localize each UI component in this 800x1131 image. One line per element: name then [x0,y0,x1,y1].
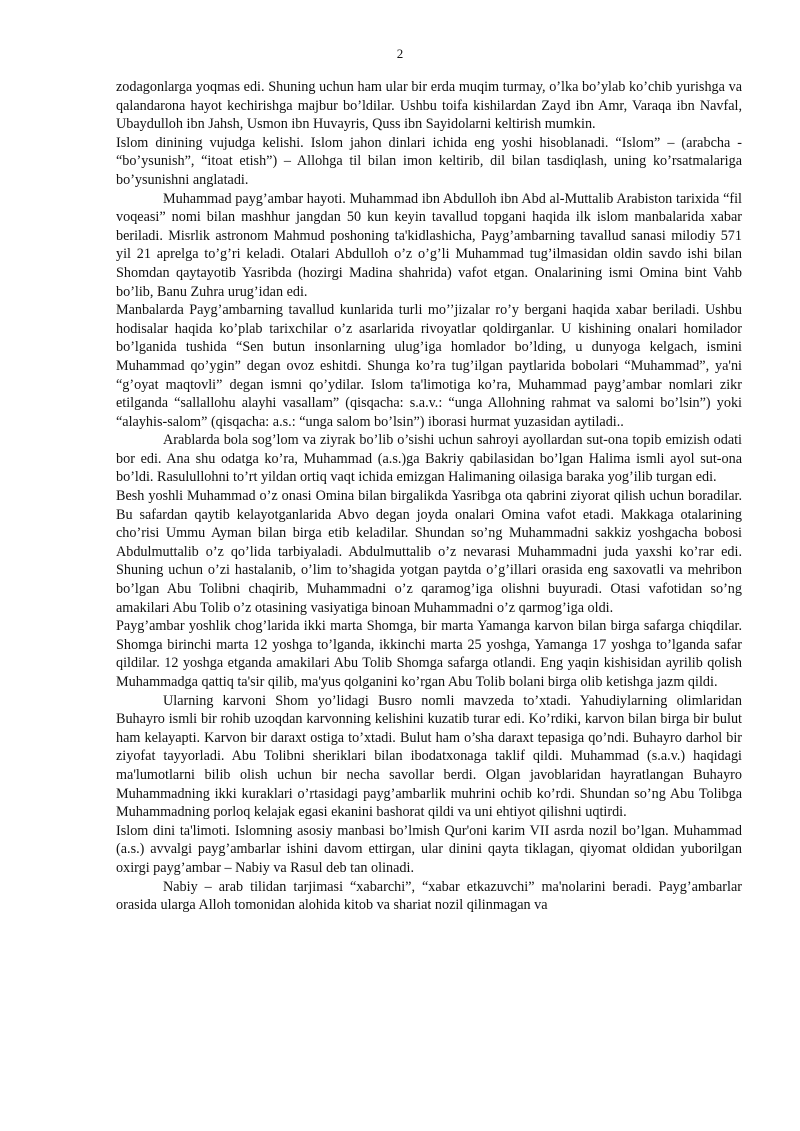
page-number: 2 [396,46,404,61]
paragraph: Nabiy – arab tilidan tarjimasi “xabarchi”, “xabar etkazuvchi” ma'nolarini beradi. Payg’ambarlar orasida ularga Alloh tomonidan alohida kitob va shariat nozil qilinmagan va [116,878,742,914]
paragraph: Payg’ambar yoshlik chog’larida ikki marta Shomga, bir marta Yamanga karvon bilan birga safarga chiqdilar. Shomga birinchi marta 12 yoshga to’lganda, ikkinchi marta 25 yoshga, Yamanga 17 yoshga to’lganda safar qildilar. 12 yoshga etganda amakilari Abu Tolib Shomga safarga otlandi. Eng yaqin kishisidan ayrilib qolish Muhammadga qattiq ta'sir qilib, ma'yus qolganini ko’rgan Abu Tolib bolani birga olib ketishga jazm qildi. [116,618,742,690]
paragraph: Islom dinining vujudga kelishi. Islom jahon dinlari ichida eng yoshi hisoblanadi. “Islom” – (arabcha - “bo’ysunish”, “itoat etish”) – Allohga til bilan imon keltirib, dil bilan tasdiqlash, uning ko’rsatmalariga bo’ysunishni anglatadi. [116,134,742,188]
paragraph: Muhammad payg’ambar hayoti. Muhammad ibn Abdulloh ibn Abd al-Muttalib Arabiston tarixida “fil voqeasi” nomi bilan mashhur jangdan 50 kun keyin tavallud topgani haqida ilk islom manbalarida xabar beriladi. Misrlik astronom Mahmud poshoning ta'kidlashicha, Payg’ambarning tavallud sanasi milodiy 571 yil 21 aprelga to’g’ri keladi. Otalari Abdulloh o’z o’g’li Muhammad tug’ilmasidan oldin savdo ishi bilan Shomdan qaytayotib Yasribda (hozirgi Madina shahrida) vafot etgan. Onalarining ismi Omina bint Vahb bo’lib, Banu Zuhra urug’idan edi. [116,190,742,300]
paragraph: Islom dini ta'limoti. Islomning asosiy manbasi bo’lmish Qur'oni karim VII asrda nozil bo’lgan. Muhammad (a.s.) avvalgi payg’ambarlar ishini davom ettirgan, ular dinini qayta tiklagan, qiyomat oldidan yuborilgan oxirgi payg’ambar – Nabiy va Rasul deb tan olinadi. [116,822,742,876]
paragraph: zodagonlarga yoqmas edi. Shuning uchun ham ular bir erda muqim turmay, o’lka bo’ylab ko’chib yurishga va qalandarona hayot kechirishga majbur bo’ldilar. Ushbu toifa kishilardan Zayd ibn Amr, Varaqa ibn Navfal, Ubaydulloh ibn Jahsh, Usmon ibn Huvayris, Quss ibn Sayidolarni keltirish mumkin. [116,79,742,133]
body-text [116,78,742,915]
paragraph: Manbalarda Payg’ambarning tavallud kunlarida turli mo’’jizalar ro’y bergani haqida xabar beriladi. Ushbu hodisalar haqida ko’plab tarixchilar o’z asarlarida rivoyatlar qoldirganlar. U kishining onalari homilador bo’lganida tushida “Sen butun insonlarning ulug’iga homlador bo’lding, u dunyoga kelgach, ismini Muhammad qo’ygin” degan ovoz eshitdi. Shunga ko’ra tug’ilgan paytlarida bobolari “Muhammad”, ya'ni “g’oyat maqtovli” degan ismni qo’ydilar. Islom ta'limotiga ko’ra, Muhammad payg’ambar nomlari zikr etilganda “sallallohu alayhi vasallam” (qisqacha: s.a.v.: “unga Allohning rahmat va salomi bo’lsin”) yoki “alayhis-salom” (qisqacha: a.s.: “unga salom bo’lsin”) iborasi hurmat yuzasidan aytiladi.. [116,302,742,430]
paragraph: Besh yoshli Muhammad o’z onasi Omina bilan birgalikda Yasribga ota qabrini ziyorat qilish uchun boradilar. Bu safardan qaytib kelayotganlarida Abvo degan joyda onalari Omina vafot etadi. Makkaga otalarining cho’risi Ummu Ayman bilan birga etib keladilar. Shundan so’ng Muhammadni sakkiz yoshgacha bobosi Abdulmuttalib o’z qo’lida tarbiyaladi. Abdulmuttalib o’z nevarasi Muhammadni juda yaxshi ko’rar edi. Shuning uchun o’zi hastalanib, o’lim to’shagida yotgan paytda o’g’illari orasida eng saxovatli va mehribon bo’lgan Abu Tolibni chaqirib, Muhammadni o’z qaramog’iga olishni buyuradi. Otasi vafotidan so’ng amakilari Abu Tolib o’z otasining vasiyatiga binoan Muhammadni o’z qarmog’iga oldi. [116,488,742,616]
paragraph: Arablarda bola sog’lom va ziyrak bo’lib o’sishi uchun sahroyi ayollardan sut-ona topib emizish odati bor edi. Ana shu odatga ko’ra, Muhammad (a.s.)ga Bakriy qabilasidan bo’lgan Halima ismli ayol sut-ona bo’ldi. Rasulullohni to’rt yildan ortiq vaqt ichida emizgan Halimaning oilasiga baraka yog’ilib turgan edi. [116,432,742,486]
paragraph: Ularning karvoni Shom yo’lidagi Busro nomli mavzeda to’xtadi. Yahudiylarning olimlaridan Buhayro ismli bir rohib uzoqdan karvonning kelishini kuzatib turar edi. Ko’rdiki, karvon bilan birga bir bulut ham kelayapti. Karvon bir daraxt ostiga to’xtadi. Bulut ham o’sha daraxt tepasiga qo’ndi. Buhayro darhol bir ziyofat tayyorladi. Abu Tolibni sheriklari bilan ibodatxonaga taklif qildi. Muhammad (s.a.v.) haqidagi ma'lumotlarni bilib olish uchun bir necha savollar berdi. Olgan javoblaridan hayratlangan Buhayro Muhammadning ikki kuraklari o’rtasidagi payg’ambarlik muhrini ochib ko’rdi. Shundan so’ng Abu Tolibga Muhammadning porloq kelajak egasi ekanini bashorat qildi va uni ehtiyot qilishni uqtirdi. [116,692,742,821]
